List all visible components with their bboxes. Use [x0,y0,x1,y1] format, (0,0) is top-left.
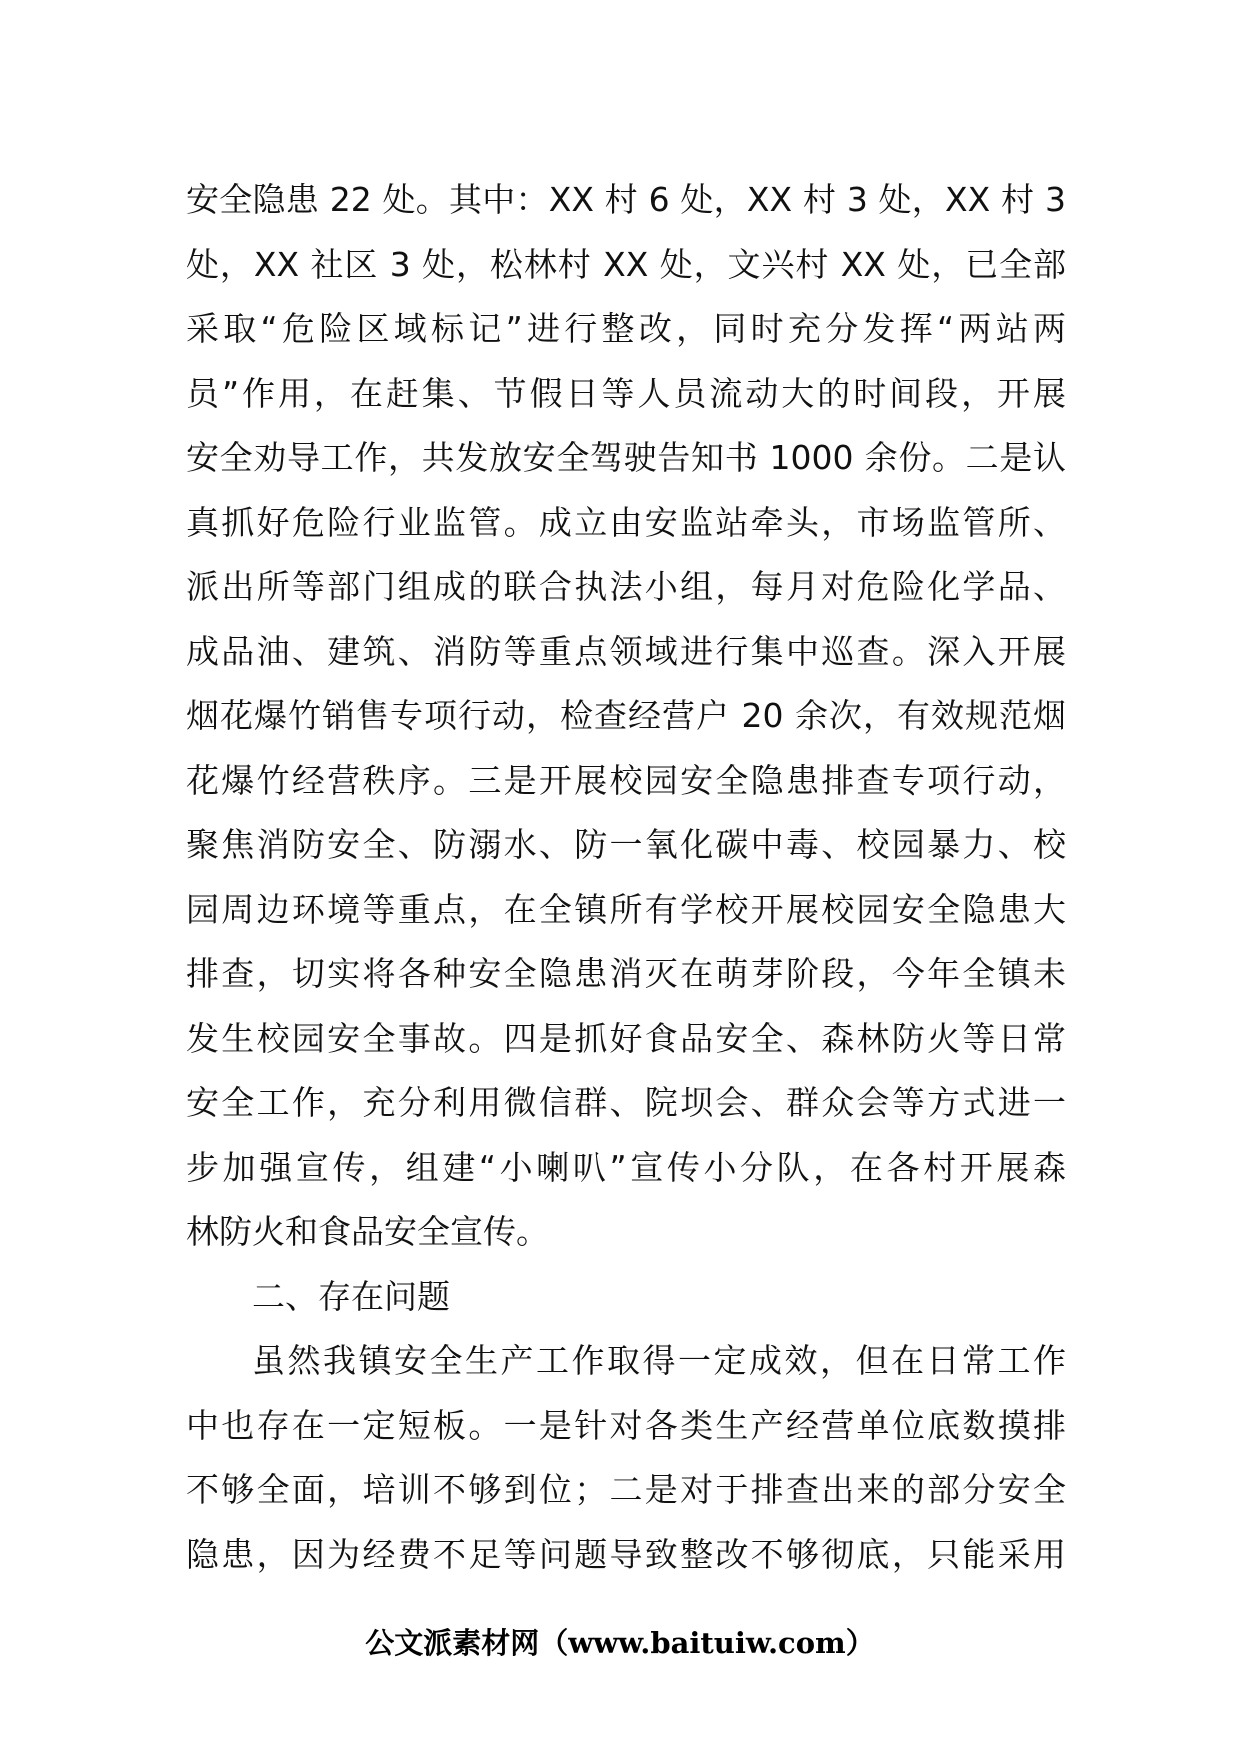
body-line: 虽然我镇安全生产工作取得一定成效，但在日常工作 [252,1341,1066,1380]
body-line: 聚焦消防安全、防溺水、防一氧化碳中毒、校园暴力、校 [186,825,1066,864]
body-line: 安全劝导工作，共发放安全驾驶告知书 1000 余份。二是认 [186,438,1066,477]
body-line: 员”作用，在赶集、节假日等人员流动大的时间段，开展 [186,373,1066,413]
body-line: 发生校园安全事故。四是抓好食品安全、森林防火等日常 [186,1018,1066,1058]
body-line: 派出所等部门组成的联合执法小组，每月对危险化学品、 [186,567,1066,606]
body-line: 步加强宣传，组建“小喇叭”宣传小分队，在各村开展森 [186,1147,1066,1187]
body-line: 成品油、建筑、消防等重点领域进行集中巡查。深入开展 [186,631,1066,671]
paragraph-end-line: 林防火和食品安全宣传。 [186,1212,549,1251]
document-body [186,168,1066,1587]
body-line: 园周边环境等重点，在全镇所有学校开展校园安全隐患大 [186,889,1066,929]
footer-watermark: 公文派素材网（www.baituiw.com） [365,1626,875,1660]
body-line: 隐患，因为经费不足等问题导致整改不够彻底，只能采用 [186,1534,1066,1574]
body-line: 排查，切实将各种安全隐患消灭在萌芽阶段，今年全镇未 [186,954,1066,993]
section-heading: 二、存在问题 [252,1276,450,1316]
body-line: 烟花爆竹销售专项行动，检查经营户 20 余次，有效规范烟 [186,696,1066,735]
body-line: 中也存在一定短板。一是针对各类生产经营单位底数摸排 [186,1405,1066,1445]
body-line: 处，XX 社区 3 处，松林村 XX 处，文兴村 XX 处，已全部 [186,244,1066,284]
body-line: 安全隐患 22 处。其中：XX 村 6 处，XX 村 3 处，XX 村 3 [186,180,1066,219]
body-line: 花爆竹经营秩序。三是开展校园安全隐患排查专项行动， [186,760,1066,800]
body-line: 采取“危险区域标记”进行整改，同时充分发挥“两站两 [186,309,1066,348]
body-line: 不够全面，培训不够到位；二是对于排查出来的部分安全 [186,1470,1066,1509]
body-line: 安全工作，充分利用微信群、院坝会、群众会等方式进一 [186,1083,1066,1122]
body-line: 真抓好危险行业监管。成立由安监站牵头，市场监管所、 [186,502,1066,542]
